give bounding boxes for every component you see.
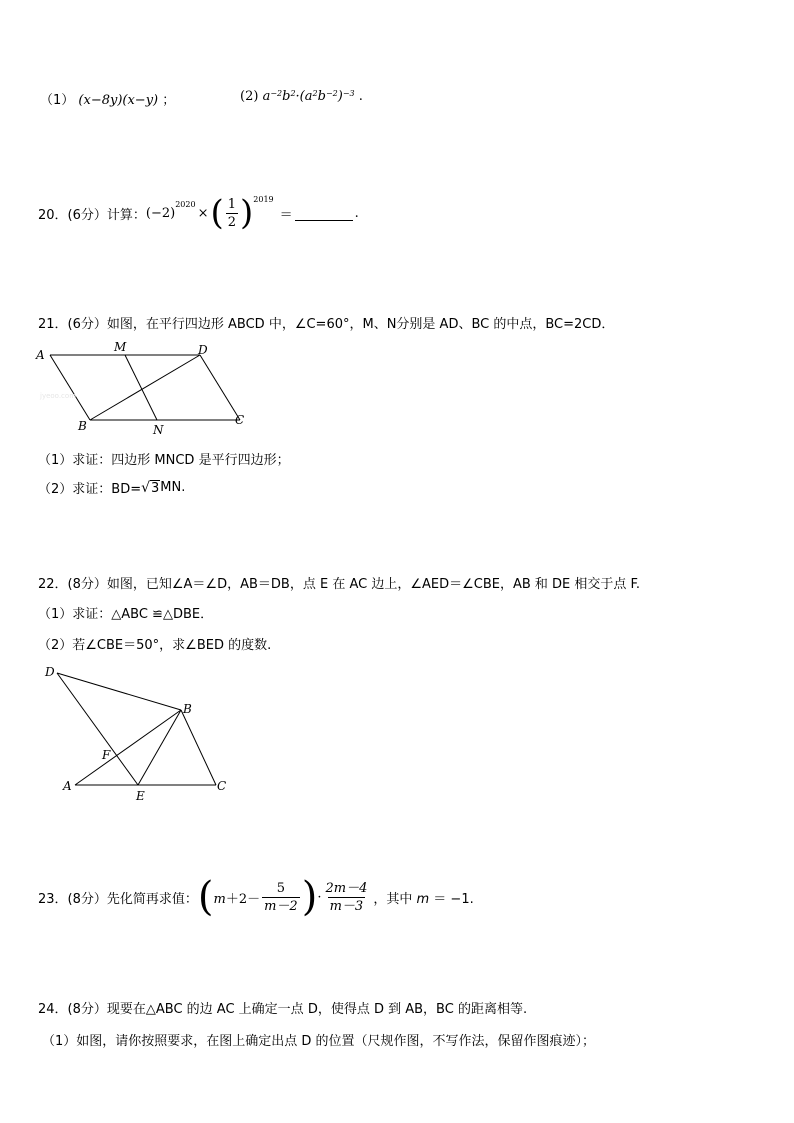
q21-part2 bbox=[38, 478, 185, 497]
q20-times: × bbox=[197, 205, 209, 221]
q21-label-c: C bbox=[235, 413, 245, 427]
q21-label-a: A bbox=[36, 348, 45, 362]
q23-frac1-num: 5 bbox=[276, 880, 286, 896]
q22-label-d: D bbox=[45, 665, 55, 679]
q24-part1: （1）如图，请你按照要求，在图上确定出点 D 的位置（尺规作图，不写作法，保留作图痕迹）； bbox=[42, 1034, 596, 1049]
q20-paren-left: ( bbox=[210, 193, 224, 233]
q20-exp2: 2019 bbox=[253, 194, 274, 204]
q22-part1: （1）求证：△ABC ≌△DBE． bbox=[38, 607, 214, 622]
q23-frac1-den: m－2 bbox=[264, 898, 298, 914]
q22-label-e: E bbox=[136, 789, 145, 803]
q21-segment-bd bbox=[90, 355, 200, 420]
q19-part2-end: . bbox=[358, 89, 363, 104]
q21-label-b: B bbox=[78, 419, 87, 433]
q23-frac2-num: 2m－4 bbox=[325, 880, 368, 896]
q21-segment-mn bbox=[125, 355, 157, 420]
q21-part1: （1）求证：四边形 MNCD 是平行四边形； bbox=[38, 453, 290, 468]
q21-sqrt-radicand: 3 bbox=[151, 480, 160, 496]
q22-edge-be bbox=[138, 710, 181, 785]
q21-watermark: jyeoo.com bbox=[40, 392, 77, 400]
q21-edge-dc bbox=[200, 355, 240, 420]
q22-stem: 22．(8分）如图，已知∠A＝∠D，AB＝DB，点 E 在 AC 边上，∠AED＝∠CBE，AB 和 DE 相交于点 F. bbox=[38, 577, 641, 592]
q21-stem: 21．(6分）如图，在平行四边形 ABCD 中，∠C=60°，M、N分别是 AD、BC 的中点，BC=2CD． bbox=[38, 317, 615, 332]
q23-term: m＋2－ bbox=[213, 891, 261, 907]
q22-edge-ba bbox=[75, 710, 181, 785]
q22-label-a: A bbox=[63, 779, 72, 793]
q21-parallelogram-figure bbox=[30, 338, 260, 438]
q19-part1-end: ； bbox=[162, 93, 176, 108]
q19-part2-expr: $a^{-2}b^2\cdot(a^2b^{-2})^{-3}$ bbox=[262, 89, 355, 104]
q22-edge-bc bbox=[181, 710, 216, 785]
q20-frac-num: 1 bbox=[227, 196, 237, 212]
q23-fraction-1 bbox=[262, 882, 300, 913]
q19-part2-label: (2) bbox=[240, 89, 259, 104]
q23-prefix: 23．(8分）先化简再求值： bbox=[38, 891, 198, 907]
q20-prefix: 20．(6分）计算： bbox=[38, 207, 146, 223]
q24-stem: 24．(8分）现要在△ABC 的边 AC 上确定一点 D，使得点 D 到 AB，BC 的距离相等. bbox=[38, 1002, 528, 1017]
q21-part2-suffix: MN. bbox=[160, 480, 186, 495]
q23-frac2-den: m－3 bbox=[329, 898, 364, 914]
q21-label-n: N bbox=[153, 423, 164, 437]
q22-label-f: F bbox=[102, 748, 111, 762]
q23-suffix: ，其中 m ＝ −1. bbox=[373, 891, 474, 907]
q20-exp1: 2020 bbox=[175, 199, 196, 209]
q23-line bbox=[38, 874, 474, 920]
q19-part1-label: （1） bbox=[40, 93, 75, 108]
q20-end: . bbox=[354, 205, 359, 221]
q20-equals: ＝ bbox=[279, 207, 293, 223]
q22-label-b: B bbox=[183, 702, 192, 716]
q21-label-d: D bbox=[198, 343, 208, 357]
q20-line bbox=[38, 195, 359, 231]
q22-part2: （2）若∠CBE＝50°，求∠BED 的度数. bbox=[38, 638, 272, 653]
q20-paren-right: ) bbox=[240, 193, 254, 233]
q20-base: (−2) bbox=[145, 205, 176, 221]
q20-frac-den: 2 bbox=[227, 214, 237, 230]
q23-paren-left: ( bbox=[197, 874, 214, 920]
q22-triangle-figure bbox=[40, 660, 240, 805]
q20-fraction bbox=[226, 198, 238, 229]
sqrt-icon: √ bbox=[141, 479, 151, 496]
q19-part1 bbox=[40, 89, 175, 108]
q21-part2-prefix: （2）求证：BD= bbox=[38, 482, 142, 497]
q19-part2 bbox=[240, 89, 363, 104]
q22-edge-db bbox=[57, 673, 181, 710]
q23-paren-right: ) bbox=[301, 874, 318, 920]
q21-sqrt bbox=[141, 480, 160, 496]
q23-dot: · bbox=[317, 889, 322, 905]
q21-edge-ab bbox=[50, 355, 90, 420]
q19-part1-expr: (x−8y)(x−y) bbox=[78, 93, 159, 108]
q22-label-c: C bbox=[217, 779, 227, 793]
q22-edge-de bbox=[57, 673, 138, 785]
q23-fraction-2 bbox=[323, 882, 369, 913]
q21-label-m: M bbox=[114, 340, 127, 354]
q20-answer-blank[interactable] bbox=[295, 206, 353, 221]
